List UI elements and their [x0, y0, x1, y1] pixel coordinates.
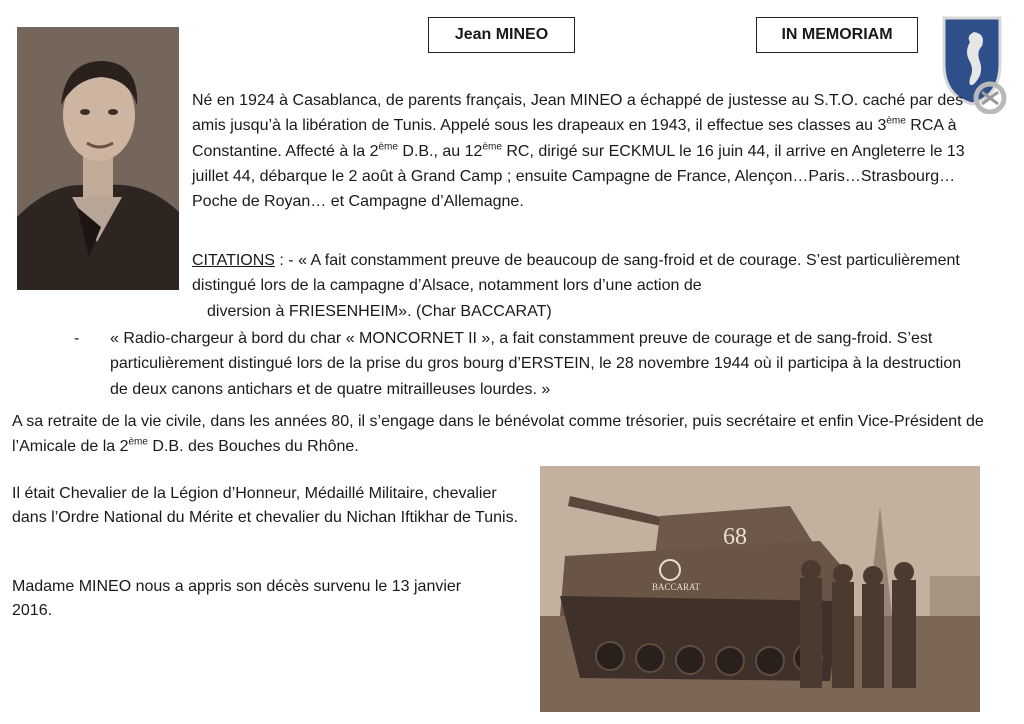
retirement-text-2: D.B. des Bouches du Rhône. — [147, 438, 359, 456]
tank-illustration — [540, 466, 980, 712]
bio-text-3: D.B., au 12 — [397, 142, 483, 160]
citation-second: « Radio-chargeur à bord du char « MONCORNET II », a fait constamment preuve de courage et de sang-froid. S’est particulièrement distingué lors de la prise du gros bourg d’ERSTEIN, le 28 novembre 1944 où il participa à la destruction de deux canons antichars et de quatre mitrailleuses lourdes. » — [110, 330, 962, 398]
tank-photo — [540, 466, 980, 712]
biography-paragraph — [192, 88, 992, 214]
honours-paragraph: Il était Chevalier de la Légion d’Honneur, Médaillé Militaire, chevalier dans l’Ordre National du Mérite et chevalier du Nichan Iftikhar de Tunis. — [12, 485, 519, 526]
citation-bullet: - — [74, 330, 80, 347]
citation-first-continuation: diversion à FRIESENHEIM». (Char BACCARAT) — [207, 302, 552, 320]
name-title-box — [428, 17, 575, 53]
retirement-text-1: A sa retraite de la vie civile, dans les années 80, il s’engage dans le bénévolat comme trésorier, puis secrétaire et enfin Vice-Président de l’Amicale de la 2 — [12, 413, 984, 456]
retirement-superscript: ème — [128, 436, 148, 448]
portrait-photo — [17, 27, 179, 290]
retirement-paragraph — [12, 409, 1012, 460]
tank-name: BACCARAT — [652, 582, 701, 592]
memoriam-title-box — [756, 17, 918, 53]
portrait-illustration — [17, 27, 179, 290]
bio-superscript-1: ème — [886, 115, 906, 127]
citations-label: CITATIONS — [192, 252, 275, 269]
bio-text-2: RCA à Constantine. Affecté à la 2 — [192, 117, 957, 160]
bio-superscript-3: ème — [482, 141, 502, 153]
memoriam-title: IN MEMORIAM — [781, 26, 893, 43]
tank-number: 68 — [723, 524, 747, 550]
death-notice-paragraph: Madame MINEO nous a appris son décès survenu le 13 janvier 2016. — [12, 578, 462, 619]
name-title: Jean MINEO — [454, 26, 549, 43]
bio-text-4: RC, dirigé sur ECKMUL le 16 juin 44, il arrive en Angleterre le 13 juillet 44, débarque le 2 août à Grand Camp ; ensuite Campagne de France, Alençon…Paris…Strasbourg…Poche de Royan… et Campagne d’Allemagne. — [192, 142, 965, 211]
bio-superscript-2: ème — [378, 141, 398, 153]
citation-first — [192, 248, 982, 324]
citation-first-text: : - « A fait constamment preuve de beaucoup de sang-froid et de courage. S’est particulièrement distingué lors de la campagne d’Alsace, notamment lors d’une action de — [192, 252, 960, 295]
bio-text-1: Né en 1924 à Casablanca, de parents français, Jean MINEO a échappé de justesse au S.T.O. caché par des amis jusqu’à la libération de Tunis. Appelé sous les drapeaux en 1943, il effectue ses classes au 3 — [192, 92, 964, 135]
